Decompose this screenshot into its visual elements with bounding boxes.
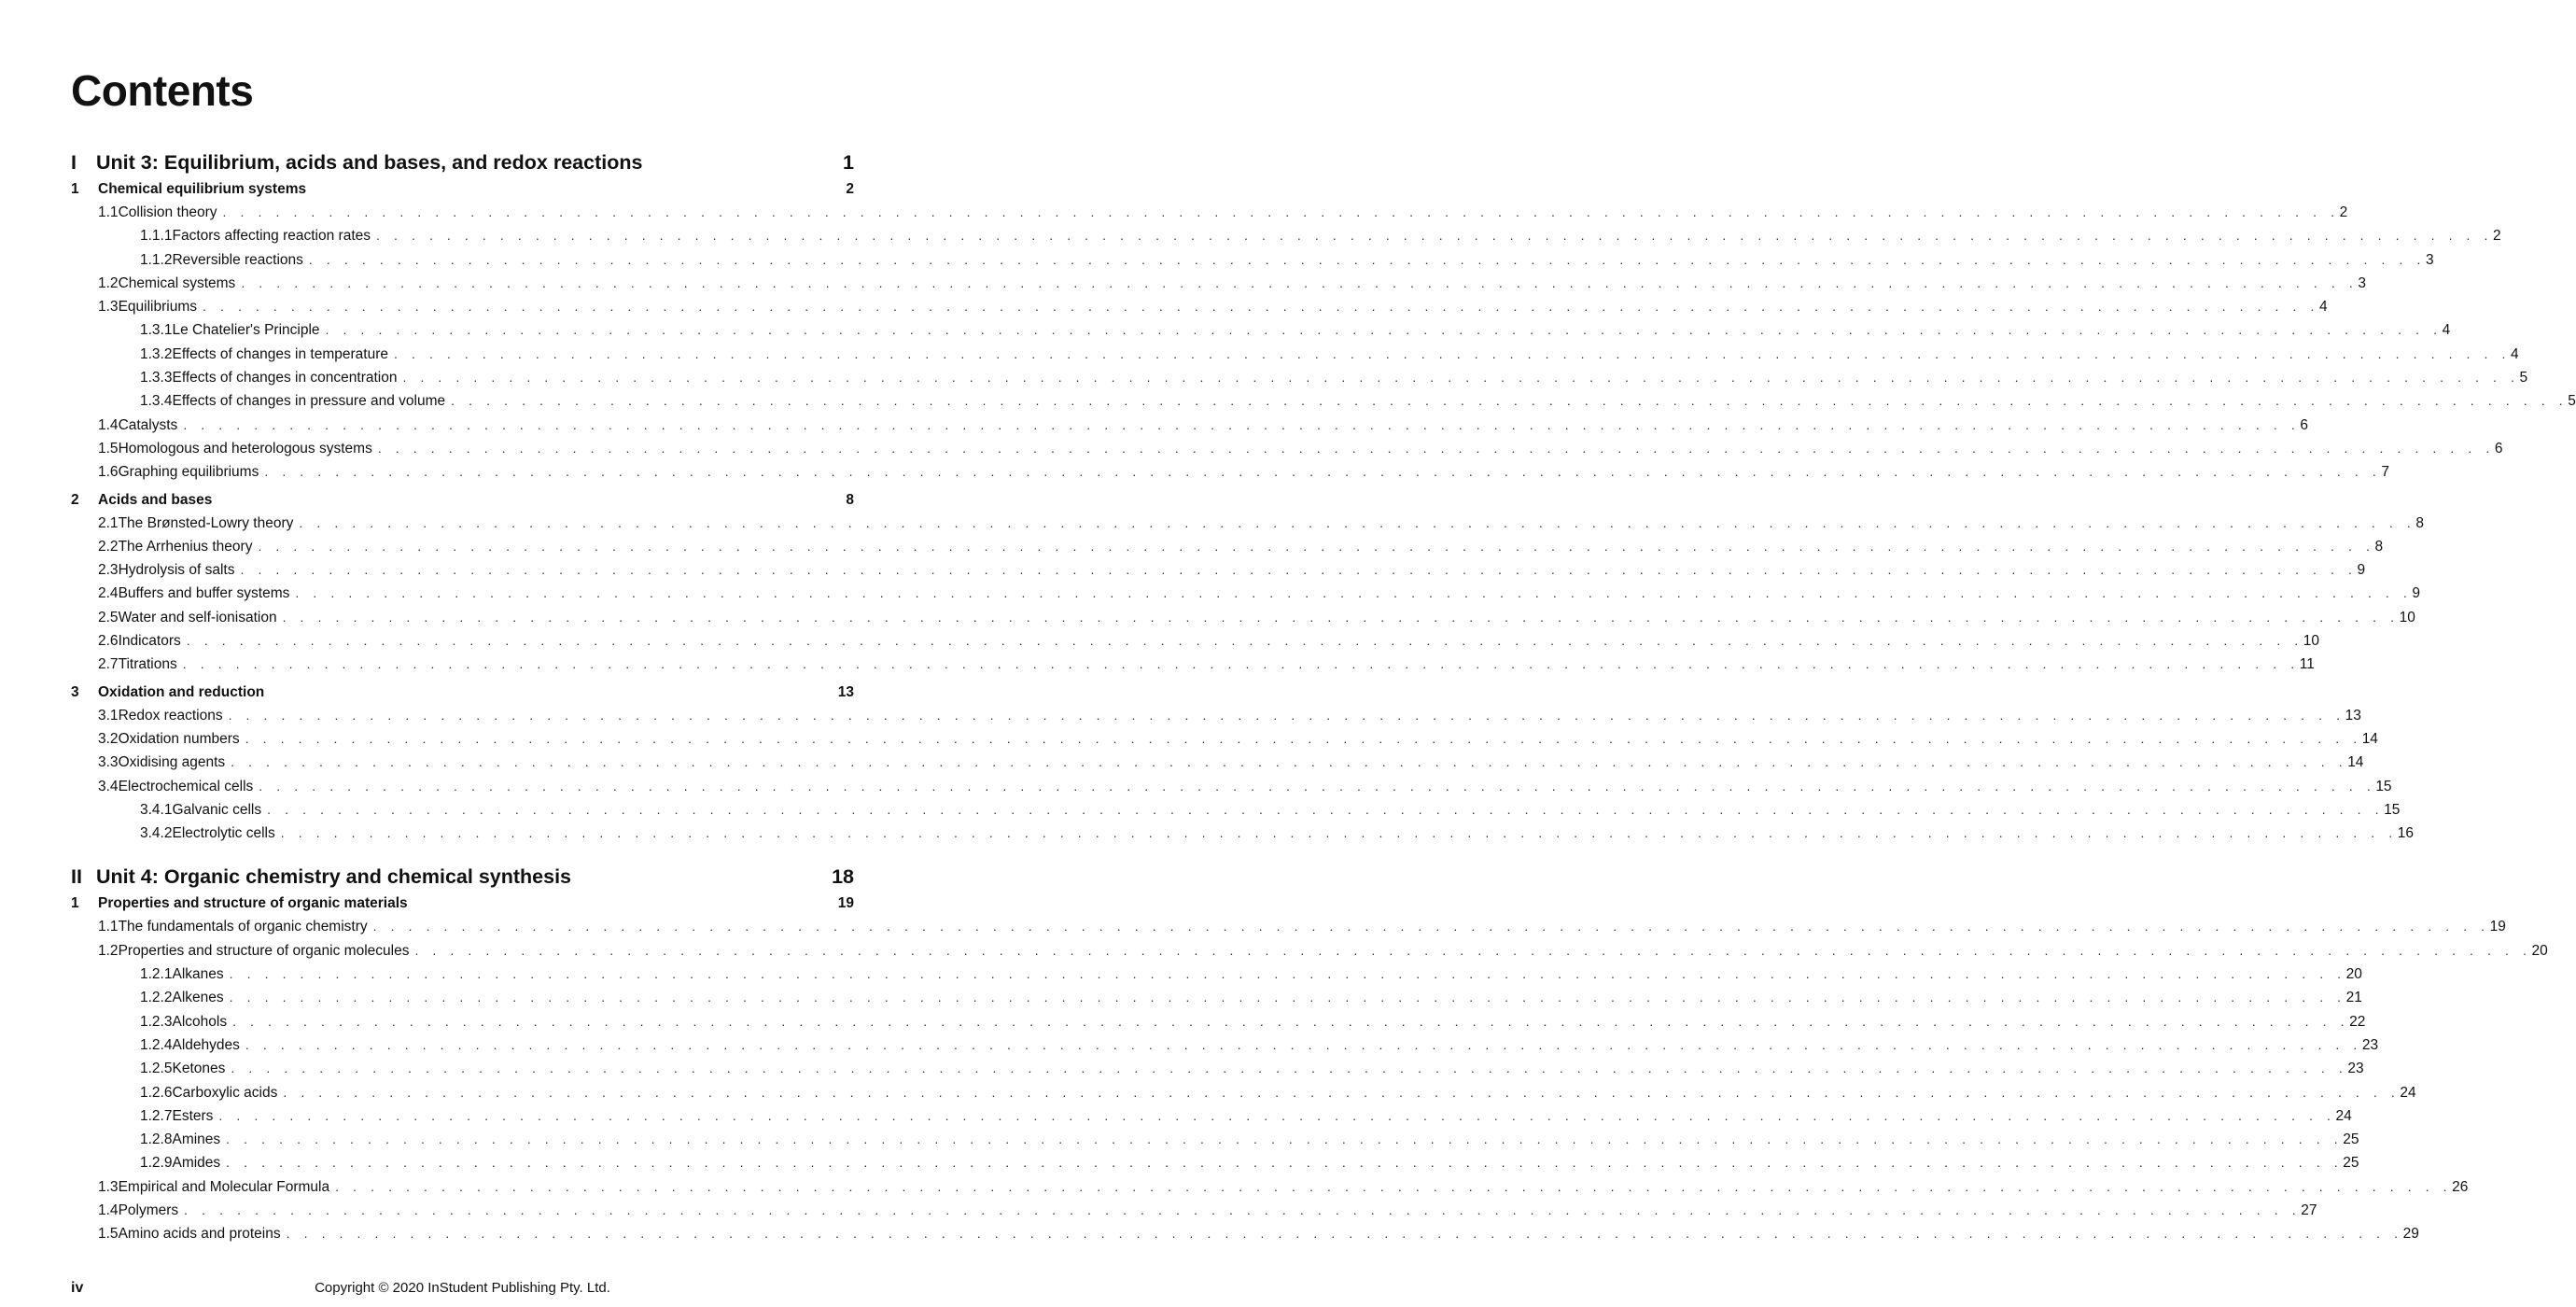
subsection-number: 1.2.9 (140, 1155, 173, 1172)
subsection-page-number: 24 (2400, 1084, 2416, 1101)
section-page-number: 9 (2412, 585, 2421, 602)
copyright-notice: Copyright © 2020 InStudent Publishing Pty. Ltd. (315, 1280, 610, 1296)
toc-subsection[interactable] (71, 1151, 2359, 1174)
dot-leader: . . . . . . . . . . . . . . . . . . . . . . . . . . . . . . . . . . . . . . . . . . . . . . . . . . . . . . . . . . . . . . . . . . . . . . . . . . . . . . . . . . . . . . . . . . . . . . . . . . . . . . . . . . . . . . . . . . . . . . . . (218, 1107, 2336, 1123)
toc-subsection[interactable] (71, 798, 2401, 822)
part-number: I (71, 151, 77, 174)
subsection-number: 3.4.1 (140, 801, 173, 818)
toc-section[interactable] (71, 727, 2378, 751)
subsection-page-number: 25 (2343, 1131, 2359, 1148)
section-number: 1.1 (98, 204, 119, 220)
section-page-number: 15 (2375, 778, 2392, 794)
dot-leader: . . . . . . . . . . . . . . . . . . . . . . . . . . . . . . . . . . . . . . . . . . . . . . . . . . . . . . . . . . . . . . . . . . . . . . . . . . . . . . . . . . . . . . . . . . . . . . . . . . . . . . . . . . . . . . . . . . . . . . . . (295, 585, 2413, 601)
subsection-number: 3.4.2 (140, 825, 173, 842)
subsection-number: 1.2.2 (140, 990, 173, 1006)
section-title: Titrations (118, 656, 177, 673)
section-page-number: 6 (2300, 416, 2308, 433)
subsection-page-number: 16 (2397, 825, 2415, 842)
dot-leader: . . . . . . . . . . . . . . . . . . . . . . . . . . . . . . . . . . . . . . . . . . . . . . . . . . . . . . . . . . . . . . . . . . . . . . . . . . . . . . . . . . . . . . . . . . . . . . . . . . . . . . . . . . . . . . . . . . . . . . . . (393, 345, 2512, 361)
toc-subsection[interactable] (71, 1081, 2416, 1104)
toc-subsection[interactable] (71, 1104, 2352, 1128)
subsection-title: Alkenes (172, 990, 224, 1006)
subsection-page-number: 20 (2345, 966, 2362, 983)
subsection-title: Galvanic cells (172, 801, 262, 818)
toc-subsection[interactable] (71, 224, 2501, 247)
section-title: Hydrolysis of salts (118, 562, 235, 579)
part-spacer (71, 845, 854, 862)
subsection-title: Electrolytic cells (172, 825, 275, 842)
chapter-page-number: 8 (846, 491, 854, 508)
dot-leader: . . . . . . . . . . . . . . . . . . . . . . . . . . . . . . . . . . . . . . . . . . . . . . . . . . . . . . . . . . . . . . . . . . . . . . . . . . . . . . . . . . . . . . . . . . . . . . . . . . . . . . . . . . . . . . . . . . . . . . . . (183, 416, 2301, 432)
chapter-page-number: 13 (837, 683, 854, 700)
chapter-title: Acids and bases (98, 491, 213, 508)
subsection-page-number: 23 (2347, 1061, 2364, 1077)
section-page-number: 20 (2531, 942, 2548, 959)
table-of-contents (71, 148, 2576, 1246)
part-number: II (71, 865, 82, 889)
toc-section[interactable] (71, 1199, 2317, 1222)
dot-leader: . . . . . . . . . . . . . . . . . . . . . . . . . . . . . . . . . . . . . . . . . . . . . . . . . . . . . . . . . . . . . . . . . . . . . . . . . . . . . . . . . . . . . . . . . . . . . . . . . . . . . . . . . . . . . . . . . . . . . . . . (228, 707, 2345, 723)
dot-leader: . . . . . . . . . . . . . . . . . . . . . . . . . . . . . . . . . . . . . . . . . . . . . . . . . . . . . . . . . . . . . . . . . . . . . . . . . . . . . . . . . . . . . . . . . . . . . . . . . . . . . . . . . . . . . . . . . . . . . . . . (325, 322, 2443, 338)
toc-section[interactable] (71, 775, 2392, 798)
subsection-number: 1.2.4 (140, 1036, 173, 1053)
chapter-title: Chemical equilibrium systems (98, 181, 307, 197)
subsection-page-number: 22 (2349, 1013, 2366, 1030)
toc-subsection[interactable] (71, 1057, 2364, 1080)
toc-chapter[interactable] (71, 488, 854, 512)
toc-subsection[interactable] (71, 248, 2434, 272)
section-number: 3.1 (98, 707, 119, 724)
section-title: Water and self-ionisation (118, 609, 277, 625)
subsection-number: 1.2.6 (140, 1084, 173, 1101)
section-title: Graphing equilibriums (118, 464, 259, 481)
toc-chapter[interactable] (71, 681, 854, 704)
subsection-page-number: 24 (2335, 1107, 2352, 1124)
section-number: 2.4 (98, 585, 119, 602)
dot-leader: . . . . . . . . . . . . . . . . . . . . . . . . . . . . . . . . . . . . . . . . . . . . . . . . . . . . . . . . . . . . . . . . . . . . . . . . . . . . . . . . . . . . . . . . . . . . . . . . . . . . . . . . . . . . . . . . . . . . . . . . (226, 1131, 2344, 1147)
subsection-page-number: 5 (2519, 370, 2528, 386)
subsection-page-number: 4 (2511, 345, 2519, 362)
toc-section[interactable] (71, 414, 2308, 437)
chapter-page-number: 2 (846, 181, 854, 197)
dot-leader: . . . . . . . . . . . . . . . . . . . . . . . . . . . . . . . . . . . . . . . . . . . . . . . . . . . . . . . . . . . . . . . . . . . . . . . . . . . . . . . . . . . . . . . . . . . . . . . . . . . . . . . . . . . . . . . . . . . . . . . . (267, 801, 2385, 817)
section-title: The Brønsted-Lowry theory (118, 514, 294, 531)
section-number: 1.1 (98, 919, 119, 935)
subsection-number: 1.3.2 (140, 345, 173, 362)
section-title: Redox reactions (118, 707, 223, 724)
chapter-number: 1 (71, 181, 79, 197)
section-title: Electrochemical cells (118, 778, 254, 794)
subsection-page-number: 25 (2343, 1155, 2359, 1172)
section-page-number: 11 (2299, 656, 2315, 673)
dot-leader: . . . . . . . . . . . . . . . . . . . . . . . . . . . . . . . . . . . . . . . . . . . . . . . . . . . . . . . . . . . . . . . . . . . . . . . . . . . . . . . . . . . . . . . . . . . . . . . . . . . . . . . . . . . . . . . . . . . . . . . . (245, 730, 2362, 746)
subsection-page-number: 15 (2384, 801, 2401, 818)
section-page-number: 3 (2358, 274, 2366, 291)
section-page-number: 6 (2494, 440, 2503, 457)
subsection-title: Le Chatelier's Principle (172, 322, 320, 339)
section-number: 2.1 (98, 514, 119, 531)
subsection-page-number: 4 (2442, 322, 2451, 339)
dot-leader: . . . . . . . . . . . . . . . . . . . . . . . . . . . . . . . . . . . . . . . . . . . . . . . . . . . . . . . . . . . . . . . . . . . . . . . . . . . . . . . . . . . . . . . . . . . . . . . . . . . . . . . . . . . . . . . . . . . . . . . . (222, 204, 2340, 219)
toc-part-contents (71, 177, 2576, 845)
section-title: Empirical and Molecular Formula (118, 1178, 330, 1195)
section-number: 3.4 (98, 778, 119, 794)
section-page-number: 29 (2402, 1226, 2419, 1243)
section-number: 1.2 (98, 274, 119, 291)
dot-leader: . . . . . . . . . . . . . . . . . . . . . . . . . . . . . . . . . . . . . . . . . . . . . . . . . . . . . . . . . . . . . . . . . . . . . . . . . . . . . . . . . . . . . . . . . . . . . . . . . . . . . . . . . . . . . . . . . . . . . . . . (184, 1202, 2302, 1217)
toc-subsection[interactable] (71, 822, 2415, 845)
toc-section[interactable] (71, 295, 2328, 318)
subsection-page-number: 23 (2361, 1036, 2379, 1053)
subsection-title: Effects of changes in temperature (172, 345, 388, 362)
toc-subsection[interactable] (71, 963, 2362, 986)
section-page-number: 2 (2339, 204, 2348, 220)
section-number: 2.6 (98, 633, 119, 650)
toc-section[interactable] (71, 512, 2425, 535)
dot-leader: . . . . . . . . . . . . . . . . . . . . . . . . . . . . . . . . . . . . . . . . . . . . . . . . . . . . . . . . . . . . . . . . . . . . . . . . . . . . . . . . . . . . . . . . . . . . . . . . . . . . . . . . . . . . . . . . . . . . . . . . (229, 990, 2346, 1005)
toc-section[interactable] (71, 201, 2348, 224)
section-page-number: 8 (2374, 538, 2384, 555)
dot-leader: . . . . . . . . . . . . . . . . . . . . . . . . . . . . . . . . . . . . . . . . . . . . . . . . . . . . . . . . . . . . . . . . . . . . . . . . . . . . . . . . . . . . . . . . . . . . . . . . . . . . . . . . . . . . . . . . . . . . . . . . (264, 464, 2382, 480)
toc-subsection[interactable] (71, 1033, 2379, 1057)
subsection-number: 1.2.7 (140, 1107, 173, 1124)
section-title: Buffers and buffer systems (118, 585, 290, 602)
section-title: Oxidation numbers (118, 730, 240, 747)
section-number: 1.6 (98, 464, 119, 481)
toc-subsection[interactable] (71, 366, 2528, 389)
section-title: Equilibriums (118, 299, 197, 316)
toc-section[interactable] (71, 606, 2415, 629)
toc-section[interactable] (71, 629, 2320, 653)
subsection-number: 1.2.5 (140, 1061, 173, 1077)
section-title: The fundamentals of organic chemistry (118, 919, 368, 935)
dot-leader: . . . . . . . . . . . . . . . . . . . . . . . . . . . . . . . . . . . . . . . . . . . . . . . . . . . . . . . . . . . . . . . . . . . . . . . . . . . . . . . . . . . . . . . . . . . . . . . . . . . . . . . . . . . . . . . . . . . . . . . . (299, 514, 2416, 530)
section-title: Collision theory (118, 204, 217, 220)
section-page-number: 27 (2301, 1202, 2317, 1218)
section-page-number: 7 (2381, 464, 2389, 481)
section-number: 1.2 (98, 942, 119, 959)
dot-leader: . . . . . . . . . . . . . . . . . . . . . . . . . . . . . . . . . . . . . . . . . . . . . . . . . . . . . . . . . . . . . . . . . . . . . . . . . . . . . . . . . . . . . . . . . . . . . . . . . . . . . . . . . . . . . . . . . . . . . . . . (414, 942, 2532, 958)
section-page-number: 10 (2399, 609, 2415, 625)
dot-leader: . . . . . . . . . . . . . . . . . . . . . . . . . . . . . . . . . . . . . . . . . . . . . . . . . . . . . . . . . . . . . . . . . . . . . . . . . . . . . . . . . . . . . . . . . . . . . . . . . . . . . . . . . . . . . . . . . . . . . . . . (231, 754, 2348, 770)
toc-section[interactable] (71, 582, 2421, 605)
section-number: 3.2 (98, 730, 119, 747)
toc-section[interactable] (71, 915, 2506, 938)
dot-leader: . . . . . . . . . . . . . . . . . . . . . . . . . . . . . . . . . . . . . . . . . . . . . . . . . . . . . . . . . . . . . . . . . . . . . . . . . . . . . . . . . . . . . . . . . . . . . . . . . . . . . . . . . . . . . . . . . . . . . . . . (308, 251, 2426, 267)
section-title: The Arrhenius theory (118, 538, 253, 555)
subsection-number: 1.1.1 (140, 228, 173, 245)
subsection-title: Amines (172, 1131, 221, 1148)
section-page-number: 26 (2452, 1178, 2469, 1195)
toc-section[interactable] (71, 939, 2548, 963)
section-number: 1.4 (98, 1202, 119, 1218)
section-number: 2.5 (98, 609, 119, 625)
section-title: Catalysts (118, 416, 178, 433)
section-number: 2.3 (98, 562, 119, 579)
chapter-number: 2 (71, 491, 79, 508)
toc-section[interactable] (71, 751, 2364, 774)
subsection-number: 1.3.4 (140, 393, 173, 410)
section-page-number: 14 (2347, 754, 2364, 771)
dot-leader: . . . . . . . . . . . . . . . . . . . . . . . . . . . . . . . . . . . . . . . . . . . . . . . . . . . . . . . . . . . . . . . . . . . . . . . . . . . . . . . . . . . . . . . . . . . . . . . . . . . . . . . . . . . . . . . . . . . . . . . . (283, 1084, 2401, 1100)
subsection-number: 1.3.3 (140, 370, 173, 386)
subsection-title: Ketones (172, 1061, 226, 1077)
section-number: 2.7 (98, 656, 119, 673)
chapter-number: 1 (71, 895, 79, 912)
section-page-number: 9 (2357, 562, 2366, 579)
part-title: Unit 4: Organic chemistry and chemical synthesis (96, 865, 572, 889)
dot-leader: . . . . . . . . . . . . . . . . . . . . . . . . . . . . . . . . . . . . . . . . . . . . . . . . . . . . . . . . . . . . . . . . . . . . . . . . . . . . . . . . . . . . . . . . . . . . . . . . . . . . . . . . . . . . . . . . . . . . . . . . (186, 633, 2303, 649)
subsection-title: Aldehydes (172, 1036, 240, 1053)
subsection-number: 1.1.2 (140, 251, 173, 268)
section-number: 2.2 (98, 538, 119, 555)
toc-section[interactable] (71, 1175, 2469, 1199)
dot-leader: . . . . . . . . . . . . . . . . . . . . . . . . . . . . . . . . . . . . . . . . . . . . . . . . . . . . . . . . . . . . . . . . . . . . . . . . . . . . . . . . . . . . . . . . . . . . . . . . . . . . . . . . . . . . . . . . . . . . . . . . (280, 825, 2398, 841)
page-footer (71, 1279, 854, 1298)
toc-section[interactable] (71, 437, 2503, 460)
toc-subsection[interactable] (71, 389, 2576, 413)
subsection-number: 1.2.3 (140, 1013, 173, 1030)
dot-leader: . . . . . . . . . . . . . . . . . . . . . . . . . . . . . . . . . . . . . . . . . . . . . . . . . . . . . . . . . . . . . . . . . . . . . . . . . . . . . . . . . . . . . . . . . . . . . . . . . . . . . . . . . . . . . . . . . . . . . . . . (241, 274, 2359, 290)
page-number: iv (71, 1280, 84, 1296)
dot-leader: . . . . . . . . . . . . . . . . . . . . . . . . . . . . . . . . . . . . . . . . . . . . . . . . . . . . . . . . . . . . . . . . . . . . . . . . . . . . . . . . . . . . . . . . . . . . . . . . . . . . . . . . . . . . . . . . . . . . . . . . (245, 1036, 2362, 1052)
toc-subsection[interactable] (71, 343, 2519, 366)
subsection-title: Effects of changes in concentration (172, 370, 398, 386)
toc-section[interactable] (71, 460, 2389, 484)
section-number: 1.3 (98, 1178, 119, 1195)
toc-subsection[interactable] (71, 1010, 2366, 1033)
subsection-page-number: 5 (2568, 393, 2576, 410)
toc-section[interactable] (71, 704, 2361, 727)
section-number: 1.5 (98, 440, 119, 457)
dot-leader: . . . . . . . . . . . . . . . . . . . . . . . . . . . . . . . . . . . . . . . . . . . . . . . . . . . . . . . . . . . . . . . . . . . . . . . . . . . . . . . . . . . . . . . . . . . . . . . . . . . . . . . . . . . . . . . . . . . . . . . . (258, 538, 2375, 554)
section-number: 1.4 (98, 416, 119, 433)
subsection-title: Esters (172, 1107, 214, 1124)
section-title: Polymers (118, 1202, 179, 1218)
part-title: Unit 3: Equilibrium, acids and bases, and redox reactions (96, 151, 643, 174)
section-page-number: 19 (2489, 919, 2506, 935)
toc-subsection[interactable] (71, 1128, 2359, 1151)
dot-leader: . . . . . . . . . . . . . . . . . . . . . . . . . . . . . . . . . . . . . . . . . . . . . . . . . . . . . . . . . . . . . . . . . . . . . . . . . . . . . . . . . . . . . . . . . . . . . . . . . . . . . . . . . . . . . . . . . . . . . . . . (377, 440, 2495, 456)
chapter-title: Oxidation and reduction (98, 683, 265, 700)
subsection-page-number: 3 (2425, 251, 2434, 268)
dot-leader: . . . . . . . . . . . . . . . . . . . . . . . . . . . . . . . . . . . . . . . . . . . . . . . . . . . . . . . . . . . . . . . . . . . . . . . . . . . . . . . . . . . . . . . . . . . . . . . . . . . . . . . . . . . . . . . . . . . . . . . . (335, 1178, 2453, 1194)
subsection-title: Amides (172, 1155, 221, 1172)
dot-leader: . . . . . . . . . . . . . . . . . . . . . . . . . . . . . . . . . . . . . . . . . . . . . . . . . . . . . . . . . . . . . . . . . . . . . . . . . . . . . . . . . . . . . . . . . . . . . . . . . . . . . . . . . . . . . . . . . . . . . . . . (226, 1155, 2344, 1171)
dot-leader: . . . . . . . . . . . . . . . . . . . . . . . . . . . . . . . . . . . . . . . . . . . . . . . . . . . . . . . . . . . . . . . . . . . . . . . . . . . . . . . . . . . . . . . . . . . . . . . . . . . . . . . . . . . . . . . . . . . . . . . . (231, 1061, 2348, 1076)
toc-section[interactable] (71, 272, 2366, 295)
subsection-number: 1.3.1 (140, 322, 173, 339)
section-page-number: 13 (2345, 707, 2361, 724)
section-page-number: 10 (2303, 633, 2320, 650)
page-title: Contents (71, 66, 254, 115)
dot-leader: . . . . . . . . . . . . . . . . . . . . . . . . . . . . . . . . . . . . . . . . . . . . . . . . . . . . . . . . . . . . . . . . . . . . . . . . . . . . . . . . . . . . . . . . . . . . . . . . . . . . . . . . . . . . . . . . . . . . . . . . (451, 393, 2569, 409)
subsection-title: Alcohols (172, 1013, 228, 1030)
toc-part-heading[interactable] (71, 862, 854, 892)
section-title: Indicators (118, 633, 181, 650)
section-page-number: 4 (2319, 299, 2328, 316)
subsection-title: Alkanes (172, 966, 224, 983)
subsection-page-number: 21 (2345, 990, 2362, 1006)
toc-part-contents (71, 892, 2548, 1245)
dot-leader: . . . . . . . . . . . . . . . . . . . . . . . . . . . . . . . . . . . . . . . . . . . . . . . . . . . . . . . . . . . . . . . . . . . . . . . . . . . . . . . . . . . . . . . . . . . . . . . . . . . . . . . . . . . . . . . . . . . . . . . . (282, 609, 2400, 625)
toc-subsection[interactable] (71, 318, 2451, 342)
toc-section[interactable] (71, 1222, 2419, 1245)
toc-section[interactable] (71, 535, 2384, 558)
section-title: Amino acids and proteins (118, 1226, 281, 1243)
dot-leader: . . . . . . . . . . . . . . . . . . . . . . . . . . . . . . . . . . . . . . . . . . . . . . . . . . . . . . . . . . . . . . . . . . . . . . . . . . . . . . . . . . . . . . . . . . . . . . . . . . . . . . . . . . . . . . . . . . . . . . . . (240, 562, 2358, 578)
section-page-number: 8 (2415, 514, 2425, 531)
section-number: 1.3 (98, 299, 119, 316)
toc-chapter[interactable] (71, 177, 854, 201)
section-number: 1.5 (98, 1226, 119, 1243)
toc-part-heading[interactable] (71, 148, 854, 177)
chapter-page-number: 19 (837, 895, 854, 912)
toc-chapter[interactable] (71, 892, 854, 915)
subsection-title: Factors affecting reaction rates (172, 228, 371, 245)
dot-leader: . . . . . . . . . . . . . . . . . . . . . . . . . . . . . . . . . . . . . . . . . . . . . . . . . . . . . . . . . . . . . . . . . . . . . . . . . . . . . . . . . . . . . . . . . . . . . . . . . . . . . . . . . . . . . . . . . . . . . . . . (202, 299, 2320, 315)
section-number: 3.3 (98, 754, 119, 771)
dot-leader: . . . . . . . . . . . . . . . . . . . . . . . . . . . . . . . . . . . . . . . . . . . . . . . . . . . . . . . . . . . . . . . . . . . . . . . . . . . . . . . . . . . . . . . . . . . . . . . . . . . . . . . . . . . . . . . . . . . . . . . . (376, 228, 2494, 244)
subsection-page-number: 2 (2493, 228, 2501, 245)
subsection-title: Reversible reactions (172, 251, 303, 268)
dot-leader: . . . . . . . . . . . . . . . . . . . . . . . . . . . . . . . . . . . . . . . . . . . . . . . . . . . . . . . . . . . . . . . . . . . . . . . . . . . . . . . . . . . . . . . . . . . . . . . . . . . . . . . . . . . . . . . . . . . . . . . . (259, 778, 2376, 794)
dot-leader: . . . . . . . . . . . . . . . . . . . . . . . . . . . . . . . . . . . . . . . . . . . . . . . . . . . . . . . . . . . . . . . . . . . . . . . . . . . . . . . . . . . . . . . . . . . . . . . . . . . . . . . . . . . . . . . . . . . . . . . . (232, 1013, 2350, 1029)
section-page-number: 14 (2361, 730, 2378, 747)
toc-section[interactable] (71, 653, 2315, 676)
dot-leader: . . . . . . . . . . . . . . . . . . . . . . . . . . . . . . . . . . . . . . . . . . . . . . . . . . . . . . . . . . . . . . . . . . . . . . . . . . . . . . . . . . . . . . . . . . . . . . . . . . . . . . . . . . . . . . . . . . . . . . . . (372, 919, 2490, 935)
part-page-number: 18 (832, 865, 854, 889)
subsection-number: 1.2.8 (140, 1131, 173, 1148)
toc-subsection[interactable] (71, 986, 2362, 1009)
toc-section[interactable] (71, 558, 2366, 582)
subsection-title: Effects of changes in pressure and volume (172, 393, 446, 410)
dot-leader: . . . . . . . . . . . . . . . . . . . . . . . . . . . . . . . . . . . . . . . . . . . . . . . . . . . . . . . . . . . . . . . . . . . . . . . . . . . . . . . . . . . . . . . . . . . . . . . . . . . . . . . . . . . . . . . . . . . . . . . . (182, 656, 2300, 672)
dot-leader: . . . . . . . . . . . . . . . . . . . . . . . . . . . . . . . . . . . . . . . . . . . . . . . . . . . . . . . . . . . . . . . . . . . . . . . . . . . . . . . . . . . . . . . . . . . . . . . . . . . . . . . . . . . . . . . . . . . . . . . . (402, 370, 2520, 386)
section-title: Properties and structure of organic molecules (118, 942, 410, 959)
section-title: Homologous and heterologous systems (118, 440, 372, 457)
chapter-title: Properties and structure of organic materials (98, 895, 408, 912)
subsection-number: 1.2.1 (140, 966, 173, 983)
part-page-number: 1 (843, 151, 854, 174)
subsection-title: Carboxylic acids (172, 1084, 278, 1101)
section-title: Oxidising agents (118, 754, 226, 771)
chapter-number: 3 (71, 683, 79, 700)
section-title: Chemical systems (118, 274, 236, 291)
dot-leader: . . . . . . . . . . . . . . . . . . . . . . . . . . . . . . . . . . . . . . . . . . . . . . . . . . . . . . . . . . . . . . . . . . . . . . . . . . . . . . . . . . . . . . . . . . . . . . . . . . . . . . . . . . . . . . . . . . . . . . . . (229, 966, 2346, 982)
dot-leader: . . . . . . . . . . . . . . . . . . . . . . . . . . . . . . . . . . . . . . . . . . . . . . . . . . . . . . . . . . . . . . . . . . . . . . . . . . . . . . . . . . . . . . . . . . . . . . . . . . . . . . . . . . . . . . . . . . . . . . . . (286, 1226, 2403, 1242)
